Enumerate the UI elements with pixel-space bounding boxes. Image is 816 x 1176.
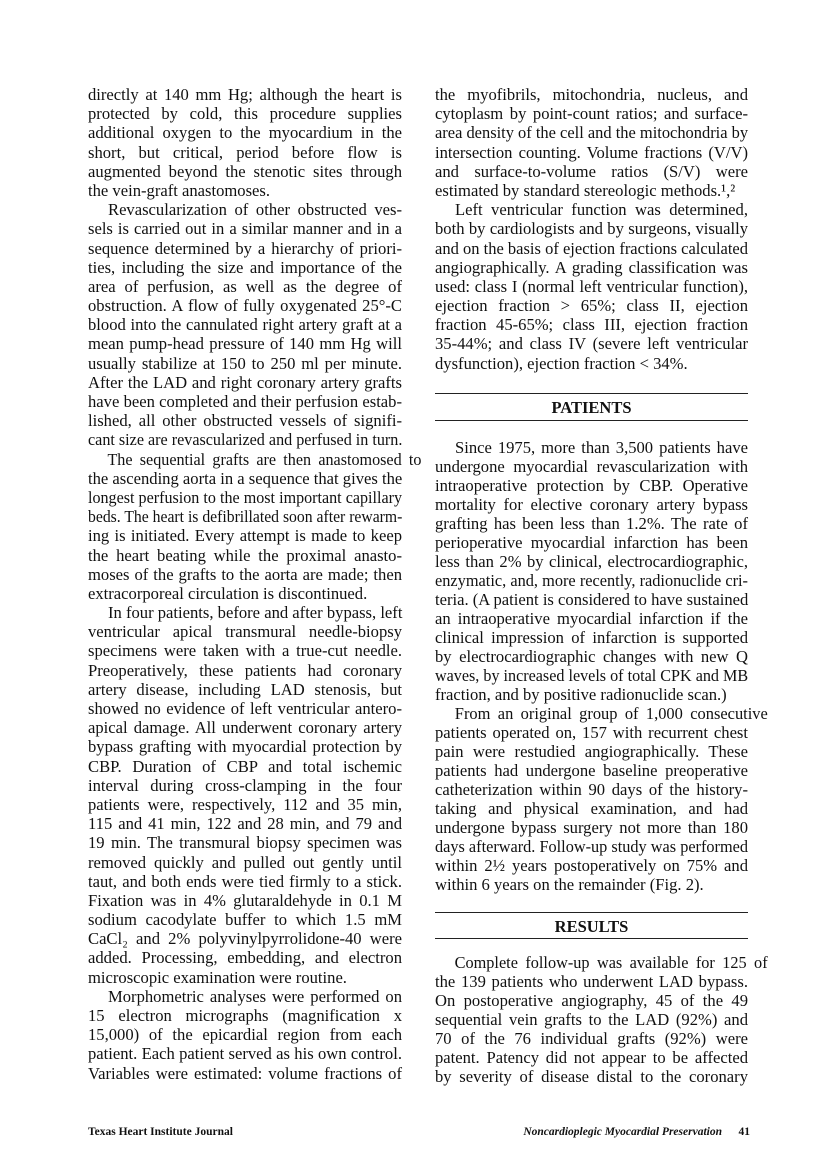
- text-line: After the LAD and right coronary artery grafts: [88, 372, 402, 392]
- text-line: 19 min. The transmural biopsy specimen was: [88, 833, 402, 853]
- text-line: 115 and 41 min, 122 and 28 min, and 79 and: [88, 814, 402, 834]
- text-line: Left ventricular function was determined,: [455, 200, 748, 220]
- text-line: within 6 years on the remainder (Fig. 2).: [435, 875, 704, 894]
- text-line: From an original group of 1,000 consecutive: [454, 704, 768, 723]
- text-line: used: class I (normal left ventricular function),: [435, 276, 748, 296]
- text-line: enzymatic, and, more recently, radionuclide cri-: [435, 571, 748, 590]
- text-line: grafting has been less than 1.2%. The rate of: [435, 514, 748, 533]
- paragraph: [88, 200, 402, 449]
- page-number: 41: [738, 1126, 750, 1138]
- text-line: fraction 45-65%; class III, ejection fraction: [435, 315, 748, 335]
- text-line: the ascending aorta in a sequence that gives the: [88, 468, 403, 488]
- text-line: taut, and both ends were tied firmly to a stick.: [88, 871, 402, 891]
- text-line: days afterward. Follow-up study was performed: [435, 837, 748, 856]
- text-line: 15 electron micrographs (magnification x: [88, 1006, 402, 1025]
- text-line: specimens were taken with a true-cut needle.: [88, 641, 402, 661]
- text-line: patient. Each patient served as his own control.: [88, 1044, 402, 1064]
- text-line: additional oxygen to the myocardium in the: [88, 123, 402, 143]
- text-line: fraction, and by positive radionuclide scan.): [435, 685, 727, 704]
- text-line: estimated by standard stereologic methods.¹,²: [435, 180, 736, 200]
- text-line: beds. The heart is defibrillated soon after rewarm-: [88, 507, 403, 527]
- text-line: an intraoperative myocardial infarction if the: [435, 609, 748, 628]
- text-line: Complete follow-up was available for 125 of: [454, 953, 768, 972]
- text-line: teria. (A patient is considered to have sustained: [435, 590, 749, 609]
- text-line: the 139 patients who underwent LAD bypass.: [435, 972, 748, 991]
- text-line: waves, by increased levels of total CPK and MB: [435, 666, 749, 685]
- text-line: area of perfusion, as well as the degree of: [88, 276, 402, 296]
- text-line: longest perfusion to the most important capillary: [88, 487, 402, 507]
- footer-journal-name: Texas Heart Institute Journal: [88, 1126, 233, 1138]
- text-line: augmented beyond the stenotic sites through: [88, 161, 402, 181]
- section-rule: [435, 938, 748, 939]
- text-line: blood into the cannulated right artery graft at a: [88, 315, 402, 335]
- text-line: sodium cacodylate buffer to which 1.5 mM: [88, 910, 402, 930]
- paragraph: [435, 704, 768, 894]
- paragraph: [435, 438, 748, 704]
- text-line: catheterization within 90 days of the history-: [435, 780, 748, 799]
- text-line: within 2½ years postoperatively on 75% and: [435, 856, 748, 875]
- text-line: interval during cross-clamping in the four: [88, 775, 402, 795]
- text-line: by electrocardiographic changes with new Q: [435, 647, 748, 666]
- paragraph: [435, 85, 748, 200]
- patients-heading: PATIENTS: [551, 398, 632, 417]
- text-line: ties, including the size and importance of the: [88, 257, 402, 277]
- text-line: the vein-graft anastomoses.: [88, 180, 271, 200]
- results-heading: RESULTS: [554, 917, 629, 936]
- text-line: pain were restudied angiographically. These: [435, 742, 748, 761]
- text-line: added. Processing, embedding, and electron: [88, 948, 402, 968]
- text-line: ejection fraction > 65%; class II, ejection: [435, 296, 748, 316]
- text-line: sequential vein grafts to the LAD (92%) and: [435, 1010, 748, 1029]
- text-line: intraoperative protection by CBP. Operative: [435, 476, 748, 495]
- paragraph: [88, 449, 422, 604]
- text-line: ventricular apical transmural needle-biopsy: [88, 622, 402, 642]
- text-line: the myofibrils, mitochondria, nucleus, and: [435, 85, 748, 104]
- text-line: Variables were estimated: volume fractions of: [88, 1063, 402, 1083]
- text-line: microscopic examination were routine.: [88, 967, 347, 987]
- left-column-text: [88, 85, 422, 1083]
- text-line: patent. Patency did not appear to be affected: [435, 1048, 748, 1067]
- text-line: undergone bypass surgery not more than 180: [435, 818, 748, 837]
- text-line: sels is carried out in a similar manner and in a: [88, 219, 402, 239]
- text-line: Preoperatively, these patients had coronary: [88, 660, 402, 680]
- text-line: apical damage. All underwent coronary artery: [88, 718, 402, 738]
- text-line: patients operated on, 157 with recurrent chest: [435, 723, 748, 742]
- text-line: and surface-to-volume ratios (S/V) were: [435, 161, 748, 181]
- text-line: less than 2% by clinical, electrocardiographic,: [435, 552, 748, 571]
- text-line: clinical impression of infarction is supported: [435, 628, 748, 647]
- text-line: cytoplasm by point-count ratios; and surface-: [435, 104, 748, 124]
- text-line: area density of the cell and the mitochondria by: [435, 123, 749, 143]
- text-line: sequence determined by a hierarchy of priori-: [88, 238, 402, 258]
- results-section-text: [435, 953, 768, 1086]
- text-line: 15,000) of the epicardial region from each: [88, 1025, 402, 1045]
- text-line: Fixation was in 4% glutaraldehyde in 0.1 M: [88, 890, 402, 910]
- text-line: CaCl₂ and 2% polyvinylpyrrolidone-40 were: [88, 929, 402, 949]
- text-line: dysfunction), ejection fraction < 34%.: [435, 353, 688, 373]
- text-line: Revascularization of other obstructed ves-: [108, 200, 402, 220]
- text-line: patients were, respectively, 112 and 35 min,: [88, 794, 402, 814]
- text-line: protected by cold, this procedure supplies: [88, 104, 402, 124]
- section-rule: [435, 912, 748, 913]
- text-line: patients had undergone baseline preoperative: [435, 761, 748, 780]
- text-line: moses of the grafts to the aorta are made; then: [88, 564, 402, 584]
- text-line: perioperative myocardial infarction has been: [435, 533, 748, 552]
- text-line: directly at 140 mm Hg; although the heart is: [88, 85, 402, 104]
- text-line: removed quickly and pulled out gently until: [88, 852, 402, 872]
- text-line: CBP. Duration of CBP and total ischemic: [88, 756, 402, 776]
- paragraph: [88, 85, 402, 200]
- text-line: The sequential grafts are then anastomosed to: [107, 449, 422, 469]
- text-line: the heart beating while the proximal anasto-: [88, 545, 402, 565]
- text-line: showed no evidence of left ventricular antero-: [88, 699, 402, 718]
- text-line: by severity of disease distal to the coronary: [435, 1067, 748, 1086]
- text-line: bypass grafting with myocardial protection by: [88, 737, 402, 757]
- text-line: have been completed and their perfusion estab-: [88, 392, 402, 411]
- text-line: mortality for elective coronary artery bypass: [435, 495, 748, 514]
- text-line: On postoperative angiography, 45 of the 49: [435, 991, 748, 1010]
- methods-continued-text: [435, 85, 748, 373]
- paragraph: [435, 953, 768, 1086]
- text-line: Morphometric analyses were performed on: [108, 986, 402, 1006]
- text-line: cant size are revascularized and perfused in turn.: [88, 430, 403, 450]
- text-line: artery disease, including LAD stenosis, but: [88, 679, 402, 699]
- text-line: undergone myocardial revascularization with: [435, 457, 748, 476]
- section-rule: [435, 393, 748, 394]
- text-line: lished, all other obstructed vessels of signifi-: [88, 411, 402, 431]
- patients-section-text: [435, 438, 768, 894]
- text-line: extracorporeal circulation is discontinued.: [88, 583, 368, 603]
- text-line: and on the basis of ejection fractions calculated: [435, 238, 748, 258]
- text-line: mean pump-head pressure of 140 mm Hg will: [88, 334, 402, 354]
- text-line: 70 of the 76 individual grafts (92%) were: [435, 1029, 748, 1048]
- text-line: taking and physical examination, and had: [435, 799, 748, 818]
- paragraph: [435, 200, 748, 373]
- footer-running-title: Noncardioplegic Myocardial Preservation: [523, 1126, 722, 1138]
- text-line: angiographically. A grading classification was: [435, 257, 748, 277]
- section-rule: [435, 420, 748, 421]
- text-line: In four patients, before and after bypass, left: [108, 603, 403, 623]
- text-line: short, but critical, period before flow is: [88, 142, 402, 162]
- text-line: Since 1975, more than 3,500 patients have: [455, 438, 748, 457]
- text-line: obstruction. A flow of fully oxygenated 25°-C: [88, 296, 402, 316]
- paragraph: [88, 603, 402, 987]
- text-line: usually stabilize at 150 to 250 ml per minute.: [88, 353, 402, 373]
- text-line: 35-44%; and class IV (severe left ventricular: [435, 334, 748, 354]
- text-line: ing is initiated. Every attempt is made to keep: [88, 526, 402, 546]
- text-line: intersection counting. Volume fractions (V/V): [435, 142, 748, 162]
- text-line: both by cardiologists and by surgeons, visually: [435, 219, 748, 239]
- paragraph: [88, 987, 402, 1083]
